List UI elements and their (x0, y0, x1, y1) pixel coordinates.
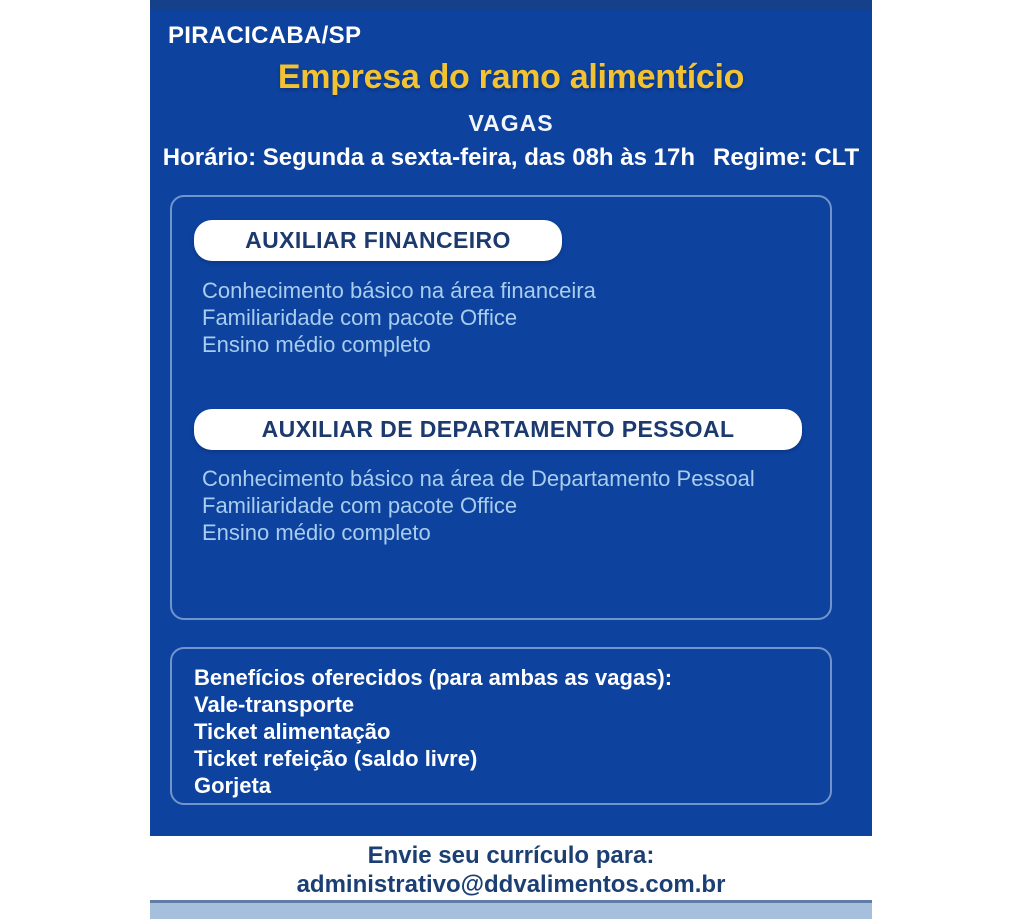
job-requirement: Ensino médio completo (202, 332, 431, 357)
flyer-top-strip (150, 0, 872, 10)
schedule-text: Horário: Segunda a sexta-feira, das 08h às 17h (162, 144, 695, 171)
job-requirement: Familiaridade com pacote Office (202, 305, 518, 330)
flyer-title: Empresa do ramo alimentício (277, 58, 745, 96)
job-requirement: Familiaridade com pacote Office (202, 493, 518, 518)
benefits-section-box (170, 647, 832, 805)
job-departamento-pessoal-pill (194, 409, 802, 450)
regime-text: Regime: CLT (712, 144, 860, 171)
benefit-item: Gorjeta (194, 773, 272, 798)
location-heading: PIRACICABA/SP (168, 22, 362, 49)
benefit-item: Ticket alimentação (194, 719, 391, 744)
benefits-content (194, 664, 672, 799)
benefit-item: Vale-transporte (194, 692, 355, 717)
job-financeiro-pill (194, 220, 562, 261)
benefits-heading: Benefícios oferecidos (para ambas as vagas): (194, 665, 673, 690)
vagas-subtitle: VAGAS (468, 110, 554, 136)
job-departamento-pessoal-title: AUXILIAR DE DEPARTAMENTO PESSOAL (261, 416, 735, 442)
job-requirement: Conhecimento básico na área de Departamento Pessoal (202, 466, 755, 491)
job-requirement: Ensino médio completo (202, 520, 431, 545)
jobs-section-box (170, 195, 832, 620)
job-departamento-pessoal-requirements (202, 465, 755, 546)
job-requirement: Conhecimento básico na área financeira (202, 278, 596, 303)
schedule-line (150, 144, 872, 172)
job-financeiro-requirements (202, 277, 596, 358)
job-financeiro-title: AUXILIAR FINANCEIRO (245, 227, 511, 253)
benefit-item: Ticket refeição (saldo livre) (194, 746, 478, 771)
footer-email-line: Envie seu currículo para: administrativo@ddvalimentos.com.br (296, 842, 726, 898)
flyer-panel (150, 0, 872, 836)
bottom-strip (150, 900, 872, 919)
